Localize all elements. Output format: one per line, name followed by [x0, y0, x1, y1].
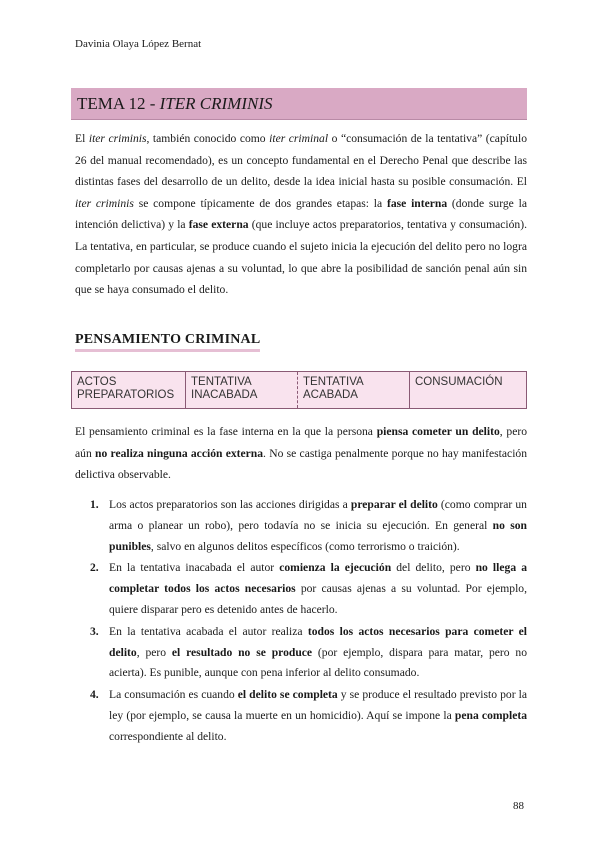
- intro-text: (que incluye actos preparatorios, tentativa y consumación). La tentativa, en particular, se produce cuando el sujeto inicia la ejecución del delito pero no logra completarlo por causas ajenas a su voluntad, lo que abre la posibilidad de sanción penal aún sin que se haya consumado el delito.: [75, 218, 527, 297]
- intro-text: , también conocido como: [146, 132, 270, 145]
- intro-bold: fase externa: [188, 218, 249, 232]
- list-item: [75, 685, 527, 747]
- list-text: (como comprar un arma o planear un robo), pero todavía no se inicia su ejecución. En general: [109, 498, 527, 532]
- list-text: por causas ajenas a su voluntad. Por ejemplo, quiere disparar pero es detenido antes de hacerlo.: [109, 582, 527, 616]
- body-bold: no realiza ninguna acción externa: [95, 446, 264, 460]
- phase-label: INACABADA: [191, 389, 258, 401]
- list-text: , pero: [136, 645, 172, 659]
- phase-cell: [72, 372, 186, 408]
- intro-text: (donde surge la intención delictiva) y la: [75, 196, 527, 232]
- list-number: 1.: [90, 498, 99, 511]
- list-bold: no son punibles: [109, 518, 528, 553]
- phase-cell: [410, 372, 526, 408]
- phase-label: PREPARATORIOS: [77, 389, 175, 401]
- list-number: 2.: [90, 561, 99, 575]
- phase-label: ACABADA: [303, 389, 358, 401]
- list-text: , salvo en algunos delitos específicos (como terrorismo o traición).: [150, 539, 460, 553]
- chapter-title-prefix: TEMA 12 -: [77, 94, 160, 113]
- phase-cell: [186, 372, 298, 408]
- page-number: 88: [513, 800, 524, 812]
- list-text: En la tentativa inacabada el autor: [109, 561, 280, 575]
- intro-bold: fase interna: [386, 196, 448, 210]
- list-item: [75, 558, 527, 620]
- list-text: del delito, pero: [391, 561, 476, 575]
- intro-term: iter criminis: [75, 196, 134, 210]
- list-bold: todos los actos necesarios para cometer el delito: [109, 624, 527, 659]
- phase-cell: [298, 372, 410, 408]
- list-bold: comienza la ejecución: [279, 561, 392, 575]
- list-text: (por ejemplo, dispara para matar, pero no acierta). Es punible, aunque con pena inferior al delito consumado.: [109, 645, 527, 680]
- intro-text: se compone típicamente de dos grandes etapas: la: [133, 196, 387, 210]
- phases-table: [71, 371, 527, 409]
- list-number: 3.: [90, 624, 99, 638]
- intro-paragraph: [75, 128, 527, 301]
- list-number: 4.: [90, 688, 99, 702]
- list-text: Los actos preparatorios son las acciones dirigidas a: [109, 498, 351, 511]
- phase-label: TENTATIVA: [303, 376, 364, 388]
- body-text: , pero aún: [75, 425, 527, 460]
- chapter-title: [71, 88, 527, 120]
- list-bold: el delito se completa: [237, 688, 338, 702]
- body-text: El pensamiento criminal es la fase interna en la que la persona: [75, 425, 377, 438]
- intro-text: o “consumación de la tentativa” (capítulo 26 del manual recomendado), es un concepto fundamental en el Derecho Penal que describe las distintas fases del desarrollo de un delito, desde la idea inicial hasta su posible consumación. El: [75, 132, 527, 189]
- list-text: La consumación es cuando: [109, 688, 238, 702]
- list-bold: el resultado no se produce: [171, 645, 313, 659]
- list-text: En la tentativa acabada el autor realiza: [109, 624, 308, 638]
- list-item: [75, 495, 527, 557]
- phases-list: [75, 495, 527, 749]
- phase-label: TENTATIVA: [191, 376, 252, 388]
- chapter-title-italic: ITER CRIMINIS: [159, 94, 273, 113]
- body-text: . No se castiga penalmente porque no hay manifestación delictiva observable.: [75, 446, 528, 482]
- list-text: y se produce el resultado previsto por la ley (por ejemplo, se causa la muerte en un homicidio). Aquí se impone la: [109, 688, 527, 722]
- intro-text: El: [75, 132, 89, 145]
- list-bold: preparar el delito: [350, 498, 438, 511]
- body-bold: piensa cometer un delito: [376, 425, 500, 438]
- list-bold: pena completa: [454, 708, 528, 722]
- section-heading: PENSAMIENTO CRIMINAL: [75, 332, 260, 352]
- intro-term: iter criminis: [88, 132, 147, 145]
- criminal-thought-paragraph: [75, 421, 527, 486]
- intro-term: iter criminal: [269, 132, 329, 145]
- list-bold: no llega a completar todos los actos necesarios: [109, 561, 527, 596]
- list-item: [75, 622, 527, 684]
- phase-label: CONSUMACIÓN: [415, 376, 503, 388]
- list-text: correspondiente al delito.: [109, 729, 227, 743]
- phase-label: ACTOS: [77, 376, 117, 388]
- header-author: Davinia Olaya López Bernat: [75, 38, 202, 50]
